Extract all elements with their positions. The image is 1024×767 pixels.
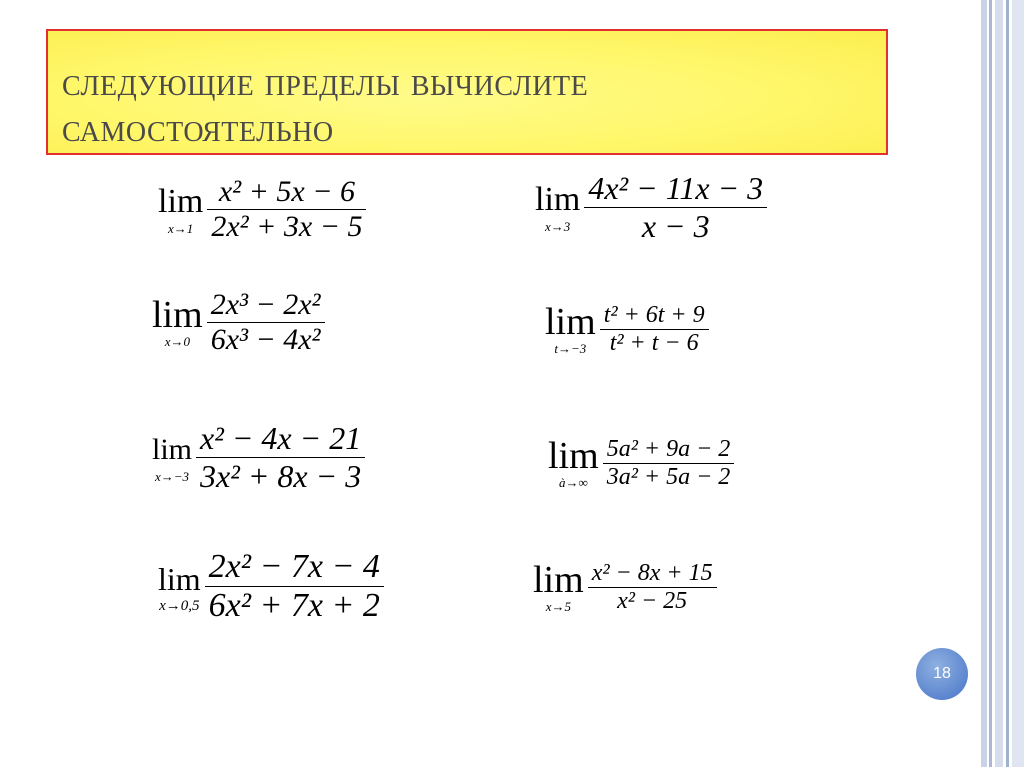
limit-expression: [545, 302, 709, 357]
lim-operator: [152, 293, 203, 349]
limit-expression: [158, 548, 384, 625]
denominator: t² + t − 6: [609, 330, 699, 356]
numerator: x² − 8x + 15: [591, 560, 713, 586]
lim-subscript: x→5: [545, 598, 571, 614]
title-box: [46, 29, 888, 155]
fraction: [207, 288, 325, 357]
lim-label: lim: [533, 558, 584, 601]
numerator: 2x² − 7x − 4: [208, 548, 380, 585]
page-number: 18: [933, 665, 951, 682]
lim-label: lim: [535, 180, 581, 218]
lim-subscript: x→−3: [154, 468, 190, 484]
denominator: x − 3: [641, 208, 710, 244]
lim-label: lim: [545, 300, 596, 343]
fraction: [600, 302, 709, 357]
lim-operator: [535, 182, 580, 234]
denominator: 6x² + 7x + 2: [208, 587, 380, 624]
lim-label: lim: [158, 560, 201, 597]
numerator: 4x² − 11x − 3: [588, 170, 764, 206]
limit-expression: [548, 436, 734, 491]
lim-label: lim: [152, 293, 203, 336]
numerator: 5a² + 9a − 2: [606, 436, 731, 462]
decor-stripe: [1012, 0, 1024, 767]
lim-label: lim: [158, 182, 204, 220]
lim-operator: [158, 561, 201, 613]
decor-stripe: [989, 0, 992, 767]
numerator: 2x³ − 2x²: [210, 288, 321, 321]
lim-subscript: x→0: [164, 333, 190, 349]
fraction: [603, 436, 735, 491]
decor-stripe: [1006, 0, 1009, 767]
page-number-badge: [916, 648, 968, 700]
denominator: 6x³ − 4x²: [210, 323, 321, 356]
limit-expression: [152, 420, 365, 495]
denominator: x² − 25: [617, 588, 688, 614]
limit-expression: [535, 170, 767, 245]
limit-expression: [152, 288, 325, 357]
page-title: [62, 59, 862, 151]
lim-operator: [548, 434, 599, 490]
decor-stripe: [995, 0, 1003, 767]
fraction: [196, 420, 365, 495]
lim-subscript: à→∞: [558, 474, 588, 490]
fraction: [207, 175, 366, 244]
decor-stripe: [981, 0, 987, 767]
lim-operator: [545, 300, 596, 356]
denominator: 2x² + 3x − 5: [211, 210, 363, 243]
numerator: x² + 5x − 6: [218, 175, 355, 208]
fraction: [588, 560, 717, 615]
lim-operator: [533, 558, 584, 614]
numerator: x² − 4x − 21: [200, 420, 362, 456]
lim-label: lim: [152, 432, 193, 466]
lim-subscript: t→−3: [554, 340, 587, 356]
fraction: [205, 548, 384, 625]
lim-operator: [152, 432, 192, 484]
limit-expression: [533, 560, 717, 615]
lim-label: lim: [548, 434, 599, 477]
lim-operator: [158, 184, 203, 236]
lim-subscript: x→0,5: [159, 597, 200, 614]
title-line-2: самостоятельно: [62, 105, 334, 150]
denominator: 3x² + 8x − 3: [200, 458, 362, 494]
lim-subscript: x→1: [168, 220, 194, 236]
title-line-1: следующие пределы вычислите: [62, 59, 589, 104]
limit-expression: [158, 175, 366, 244]
lim-subscript: x→3: [545, 218, 571, 234]
denominator: 3a² + 5a − 2: [606, 464, 731, 490]
numerator: t² + 6t + 9: [603, 302, 705, 328]
fraction: [584, 170, 767, 245]
